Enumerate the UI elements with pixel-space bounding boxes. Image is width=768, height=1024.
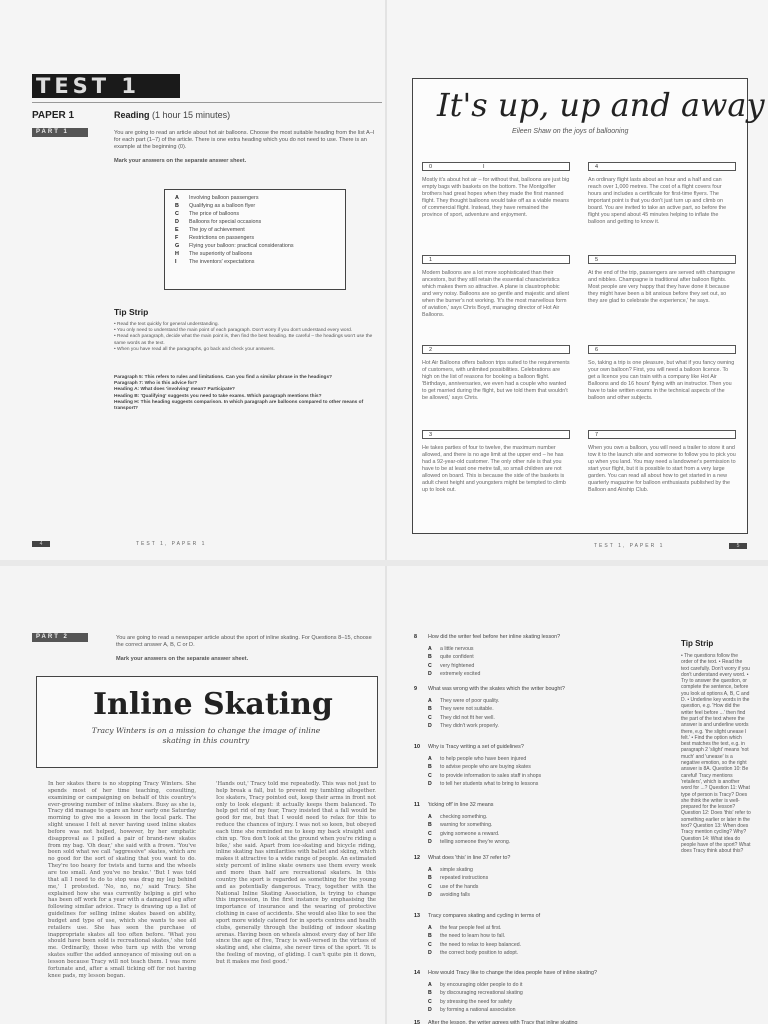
heading-key: E <box>175 227 179 233</box>
option-key: B <box>428 654 432 661</box>
option-key: D <box>428 950 432 957</box>
tip-strip-2-title: Tip Strip <box>681 639 714 648</box>
section-number-box <box>422 255 570 264</box>
answer-option <box>428 698 668 705</box>
heading-item <box>175 234 345 242</box>
tip-hint: Paragraph 7: Who is this advice for? <box>114 381 198 387</box>
answer-option <box>428 756 668 763</box>
page-footer-right: TEST 1, PAPER 1 <box>594 543 665 549</box>
part2-tab: PART 2 <box>32 633 88 642</box>
section-number-box <box>422 430 570 439</box>
option-text: They were not suitable. <box>440 706 494 713</box>
heading-key: D <box>175 219 179 225</box>
section-number: 1 <box>429 257 433 263</box>
option-key: C <box>428 941 432 948</box>
option-key: A <box>428 982 432 988</box>
option-key: A <box>428 756 432 762</box>
heading-item <box>175 250 345 258</box>
answer-option <box>428 839 668 846</box>
question-number: 10 <box>414 744 420 750</box>
answer-option <box>428 1007 668 1014</box>
question <box>414 634 669 640</box>
option-text: extremely excited <box>440 671 481 678</box>
option-key: D <box>428 839 432 846</box>
tip-item: • When you have read all the paragraphs, go back and check your answers. <box>114 346 275 352</box>
question-number: 15 <box>414 1020 420 1024</box>
section-number-box <box>422 345 570 354</box>
answer-option <box>428 715 668 722</box>
section-text: Mostly it's about hot air – for without that, balloons are just big empty bags with baskets on the bottom. The Montgolfier brothers had great hopes when they made the first manned flight. They thought balloons would take off as a viable means of commercial flight. Instead, they have remained the province of sport, adventure and enjoyment. <box>422 177 570 218</box>
section-number: 7 <box>595 432 599 438</box>
tip-strip-2: • The questions follow the order of the text. • Read the text carefully. Don't worry if you don't understand every word. • Try to answer the question, or complete the sentence, before you look at options A, B, C and D. • Underline key words in the question, e.g. 'How did the writer feel before ...' then find the part of the text where the answer is and underline words there, e.g. 'the slight unease I felt.' • Find the option which best matches the text, e.g. in paragraph 2 'slight' means 'not much' and 'unease' is a negative emotion, so the right answer is 8A. Question 10: Be careful! Tracy mentions 'retailers', which is another word for ...? Question 11: What type of person is Tracy? Does she think the writer is well-prepared for the lesson? Question 12: Does 'this' refer to something earlier or later in the text? Question 13: When does Tracy mention cycling? Why? Question 14: What idea do people have of the sport? What does Tracy think about this? <box>681 653 751 855</box>
answer-option <box>428 933 668 940</box>
option-key: C <box>428 998 432 1005</box>
option-text: checking something. <box>440 814 488 820</box>
option-key: D <box>428 781 432 788</box>
question <box>414 744 669 750</box>
answer-option <box>428 654 668 661</box>
section-number-box <box>422 162 570 171</box>
option-text: They were of poor quality. <box>440 698 500 704</box>
paper-label: PAPER 1 <box>32 110 75 121</box>
heading-key: I <box>175 259 177 265</box>
test-banner: TEST 1 <box>32 74 180 98</box>
option-text: very frightened <box>440 662 475 669</box>
question-number: 9 <box>414 686 417 692</box>
option-key: B <box>428 764 432 771</box>
section-text: Modern balloons are a lot more sophisticated than their ancestors, but they still retain the essential characteristics which makes them so attractive. A plane is claustrophobic and very noisy. Balloons are so gentle and majestic and silent when the burner's not working. 'It's the most marvellous form of aviation,' says Chris Boyd, managing director of Hot Air Balloons. <box>422 270 570 318</box>
section-number-box <box>588 430 736 439</box>
answer-option <box>428 990 668 997</box>
divider <box>32 102 382 103</box>
heading-key: A <box>175 195 179 201</box>
option-key: C <box>428 772 432 779</box>
article-col-1: In her skates there is no stopping Tracy Winters. She spends most of her time teaching, consulting, examining or campaigning on behalf of this country's ever-growing number of inline skaters. Busy as she is, Tracy did manage to spare an hour early one Saturday morning to give me a lesson in the local park. The slight unease I felt at never having used inline skates before was not helped, however, by her emphatic disapproval as I pulled a pair of brand-new skates from my bag. 'Oh dear,' she said with a frown. 'You've been sold what we call "aggressive" skates, which are no good for the sort of skating that you want to do. They're too heavy for twists and turns and the wheels are too small. And you've no brake.' 'But I was told that all I need to do to stop was drag my leg behind me,' I protested. 'No, no, no,' said Tracy. She explained how she was currently helping a girl who has been off work for a year with a damaged leg after following similar advice. Tracy is drawing up a list of guidelines for selling inline skates based on ability, budget and type of use, which she wants to see all retailers use. She has seen the purchase of inappropriate skates all too often before. 'What you should have been sold is recreational skates,' she told me. Ordinarily, those who turn up with the wrong skates suffer the added annoyance of missing out on a lesson because Tracy will not teach them. I was more fortunate and, after a small ticking off for not having knee pads, my lesson began. <box>48 781 196 979</box>
option-key: D <box>428 1007 432 1014</box>
answer-option <box>428 646 668 653</box>
part-tab: PART 1 <box>32 128 88 137</box>
headings-list <box>164 189 346 290</box>
section-number: 3 <box>429 432 433 438</box>
article-byline: Eileen Shaw on the joys of ballooning <box>512 128 629 135</box>
question-number: 14 <box>414 970 420 976</box>
section-text: Hot Air Balloons offers balloon trips suited to the requirements of customers, with unlimited possibilities. Celebrations are high on the list of reasons for booking a balloon flight. 'Birthdays, anniversaries, we even had a couple who wanted to get married during the flight, but we told them that wouldn't be allowed,' says Chris. <box>422 360 570 401</box>
option-text: by encouraging older people to do it <box>440 982 523 988</box>
section-example-answer: I <box>483 164 485 170</box>
question-text: What does 'this' in line 37 refer to? <box>428 855 511 861</box>
option-key: B <box>428 706 432 713</box>
option-key: C <box>428 714 432 721</box>
option-key: A <box>428 698 432 704</box>
part2-instructions: You are going to read a newspaper article about the sport of inline skating. For Questions 8–15, choose the correct answer A, B, C or D. <box>116 635 372 649</box>
heading-text: Qualifying as a balloon flyer <box>189 203 256 209</box>
article-title: It's up, up and away <box>437 86 765 124</box>
option-text: the correct body position to adopt. <box>440 950 519 957</box>
page-fold-2 <box>385 566 387 1024</box>
option-text: a little nervous <box>440 646 474 652</box>
page-footer: TEST 1, PAPER 1 <box>136 541 207 547</box>
heading-key: H <box>175 251 179 257</box>
option-key: A <box>428 646 432 652</box>
inline-subtitle: Tracy Winters is on a mission to change the image of inline skating in this country <box>91 726 321 745</box>
answer-option <box>428 942 668 949</box>
heading-key: C <box>175 211 179 217</box>
section-number-box <box>588 345 736 354</box>
question-number: 8 <box>414 634 417 640</box>
heading-item <box>175 226 345 234</box>
section-number-box <box>588 255 736 264</box>
answer-option <box>428 671 668 678</box>
answer-option <box>428 706 668 713</box>
heading-item <box>175 258 345 266</box>
reading-heading <box>114 110 230 120</box>
option-text: by stressing the need for safety <box>440 998 513 1005</box>
question-number: 11 <box>414 802 420 808</box>
option-text: giving someone a reward. <box>440 830 500 837</box>
question <box>414 855 669 861</box>
option-key: D <box>428 892 432 899</box>
heading-key: F <box>175 235 179 241</box>
tip-item: • Read each paragraph, decide what the main point is, then find the best heading. Be careful – the headings won't use the same words as the text. <box>114 334 373 346</box>
question-text: What was wrong with the skates which the writer bought? <box>428 686 565 692</box>
option-key: A <box>428 867 432 873</box>
option-text: They didn't work properly. <box>440 723 499 730</box>
answer-option <box>428 867 668 874</box>
option-text: the need to relax to keep balanced. <box>440 941 522 948</box>
instructions: You are going to read an article about hot air balloons. Choose the most suitable heading from the list A–I for each part (1–7) of the article. There is one extra heading which you do not need to use. There is an example at the beginning (0). <box>114 130 375 151</box>
answer-option <box>428 723 668 730</box>
option-text: use of the hands <box>440 883 479 890</box>
heading-item <box>175 210 345 218</box>
bottom-spread <box>0 566 768 1024</box>
page-fold <box>385 0 387 562</box>
option-key: A <box>428 925 432 931</box>
option-key: D <box>428 671 432 678</box>
question-text: How would Tracy like to change the idea people have of inline skating? <box>428 970 598 976</box>
question-text: After the lesson, the writer agrees with Tracy that inline skating <box>428 1020 578 1024</box>
tip-strip <box>114 322 376 353</box>
option-key: C <box>428 662 432 669</box>
answer-option <box>428 814 668 821</box>
heading-item <box>175 202 345 210</box>
question <box>414 686 669 692</box>
question <box>414 913 669 919</box>
answer-option <box>428 999 668 1006</box>
answer-option <box>428 875 668 882</box>
section-text: At the end of the trip, passengers are served with champagne and nibbles. Champagne is traditional after balloon flights. Most people are very happy that they have done it because they might have been a bit anxious before they set out, so they are glad to celebrate the experience,' he says. <box>588 270 736 304</box>
option-key: D <box>428 723 432 730</box>
section-number: 6 <box>595 347 599 353</box>
tip-hint: Heading B: 'Qualifying' suggests you need to take exams. Which paragraph mentions this? <box>114 393 322 399</box>
option-text: telling someone they're wrong. <box>440 839 511 846</box>
heading-text: The price of balloons <box>189 211 240 217</box>
option-key: B <box>428 822 432 829</box>
part2-answer-note: Mark your answers on the separate answer sheet. <box>116 656 249 662</box>
page-number-right: 5 <box>729 543 747 549</box>
option-text: repeated instructions <box>440 875 489 882</box>
section-number: 5 <box>595 257 599 263</box>
answer-option <box>428 892 668 899</box>
reading-label: Reading <box>114 110 150 120</box>
heading-item <box>175 194 345 202</box>
question-text: 'ticking off' in line 32 means <box>428 802 494 808</box>
heading-text: Flying your balloon: practical considerations <box>189 243 294 249</box>
section-text: When you own a balloon, you will need a trailer to store it and tow it to the launch site and someone to follow you to pick you up when you land. You may need a landowner's permission to start your flight, but it is possible to start from a very large garden. You can read all about how to get started in a new quarterly magazine for balloon enthusiasts published by the Balloon and Airship Club. <box>588 445 736 493</box>
option-key: C <box>428 883 432 890</box>
duration: (1 hour 15 minutes) <box>152 110 231 120</box>
answer-option <box>428 773 668 780</box>
option-text: by discouraging recreational skating <box>440 990 523 997</box>
tip-strip-title: Tip Strip <box>114 307 149 317</box>
heading-item <box>175 242 345 250</box>
option-text: to help people who have been injured <box>440 756 527 762</box>
answer-option <box>428 663 668 670</box>
heading-key: B <box>175 203 179 209</box>
answer-option <box>428 884 668 891</box>
tip-hint: Heading H: This heading suggests comparison. In which paragraph are balloons compared to other means of transport? <box>114 399 364 412</box>
tip-item: • Read the text quickly for general understanding. <box>114 322 219 327</box>
question-text: How did the writer feel before her inline skating lesson? <box>428 634 561 640</box>
heading-text: Balloons for special occasions <box>189 219 262 225</box>
question <box>414 802 669 808</box>
tip-item: • You only need to understand the main point of each paragraph. Don't worry if you don't understand every word. <box>114 328 353 334</box>
answer-option <box>428 781 668 788</box>
section-number: 0 <box>429 164 433 170</box>
section-text: He takes parties of four to twelve, the maximum number allowed, and there is no age limit at the upper end – he has had a 92-year-old customer. The only other rule is that you have to be at least one metre tall, so small children are not allowed on board. This is because the side of the baskets is adult chest height and youngsters might be tempted to climb up to look out. <box>422 445 566 493</box>
option-key: B <box>428 933 432 940</box>
option-key: B <box>428 990 432 997</box>
heading-text: The inventors' expectations <box>189 259 255 265</box>
article-col-2: 'Hands out,' Tracy told me repeatedly. This was not just to help break a fall, but to prevent my tumbling altogether. Ice skaters, Tracy pointed out, keep their arms in front not only to look elegant: it actually keeps them balanced. To help get rid of my fear, Tracy insisted that a fall would be good for me, but that I would need to relax for this to reduce the chances of injury. I was not so keen, but obeyed each time she reminded me to keep my back straight and chin up. 'You don't look at the ground when you're riding a bike,' she said. Apart from ice-skating and bicycle riding, inline skating has similarities with ballet and skiing, which makes it attractive to a wide range of people. An estimated sixty percent of inline skate owners use them every week and more than half are recreational skaters. In this country the sport is regarded as something for the young and as potentially dangerous. Tracy, together with the National Inline Skating Association, is trying to change this impression, in the first instance by emphasising the importance of insurance and the wearing of protective clothing in case of accidents. She would also like to see the sport more widely catered for in sports centres and health clubs, generally through the building of indoor skating arenas. Having been on wheels almost every day of her life since the age of five, Tracy is well-versed in the virtues of skating and, she claims, she never tires of the sport. 'It is the feeling of moving, of gliding. I can't quite pin it down, but it makes me feel good.' <box>216 781 376 965</box>
question-number: 12 <box>414 855 420 861</box>
tip-hints <box>114 375 376 412</box>
inline-title: Inline Skating <box>93 687 333 722</box>
option-text: avoiding falls <box>440 892 470 899</box>
heading-text: Involving balloon passengers <box>189 195 259 201</box>
answer-option <box>428 764 668 771</box>
option-text: the fear people feel at first. <box>440 925 502 931</box>
section-number: 4 <box>595 164 599 170</box>
answer-sheet-note: Mark your answers on the separate answer sheet. <box>114 158 247 164</box>
option-key: C <box>428 830 432 837</box>
question-text: Why is Tracy writing a set of guidelines? <box>428 744 524 750</box>
section-number-box <box>588 162 736 171</box>
question <box>414 1020 669 1024</box>
option-text: to advise people who are buying skates <box>440 764 531 771</box>
answer-option <box>428 822 668 829</box>
answer-option <box>428 982 668 989</box>
answer-option <box>428 831 668 838</box>
section-text: So, taking a trip is one pleasure, but what if you fancy owning your own balloon? First, you will need a balloon licence. To get a licence you can train with a company like Hot Air Balloons and do 16 hours' flying with an instructor. Then you have to take written exams in the technical aspects of the balloon and other subjects. <box>588 360 735 401</box>
heading-item <box>175 218 345 226</box>
option-text: simple skating <box>440 867 473 873</box>
option-text: quite confident <box>440 654 474 661</box>
option-text: to tell her students what to bring to lessons <box>440 781 539 788</box>
answer-option <box>428 925 668 932</box>
heading-text: Restrictions on passengers <box>189 235 255 241</box>
answer-option <box>428 950 668 957</box>
option-text: They did not fit her well. <box>440 714 495 721</box>
option-text: warning for something. <box>440 822 493 829</box>
option-key: A <box>428 814 432 820</box>
option-text: by forming a national association <box>440 1007 516 1014</box>
option-text: the need to learn how to fall. <box>440 933 506 940</box>
question-number: 13 <box>414 913 420 919</box>
option-text: to provide information to sales staff in shops <box>440 772 542 779</box>
page-number: 4 <box>32 541 50 547</box>
option-key: B <box>428 875 432 882</box>
heading-text: The joy of achievement <box>189 227 245 233</box>
section-text: An ordinary flight lasts about an hour and a half and can reach over 1,000 metres. The cost of a flight covers four hours and includes a certificate for first-time flyers. The important point is that you don't just turn up and climb on board. You are invited to take an active part, so before the flight you spend about 45 minutes helping to inflate the balloon and getting to know it. <box>588 177 727 225</box>
tip-hint: Heading A: What does 'involving' mean? Participate? <box>114 387 235 393</box>
question-text: Tracy compares skating and cycling in terms of <box>428 913 541 919</box>
section-number: 2 <box>429 347 433 353</box>
question <box>414 970 669 976</box>
heading-key: G <box>175 243 180 249</box>
tip-hint: Paragraph 5: This refers to rules and limitations. Can you find a similar phrase in the headings? <box>114 375 333 380</box>
heading-text: The superiority of balloons <box>189 251 253 257</box>
